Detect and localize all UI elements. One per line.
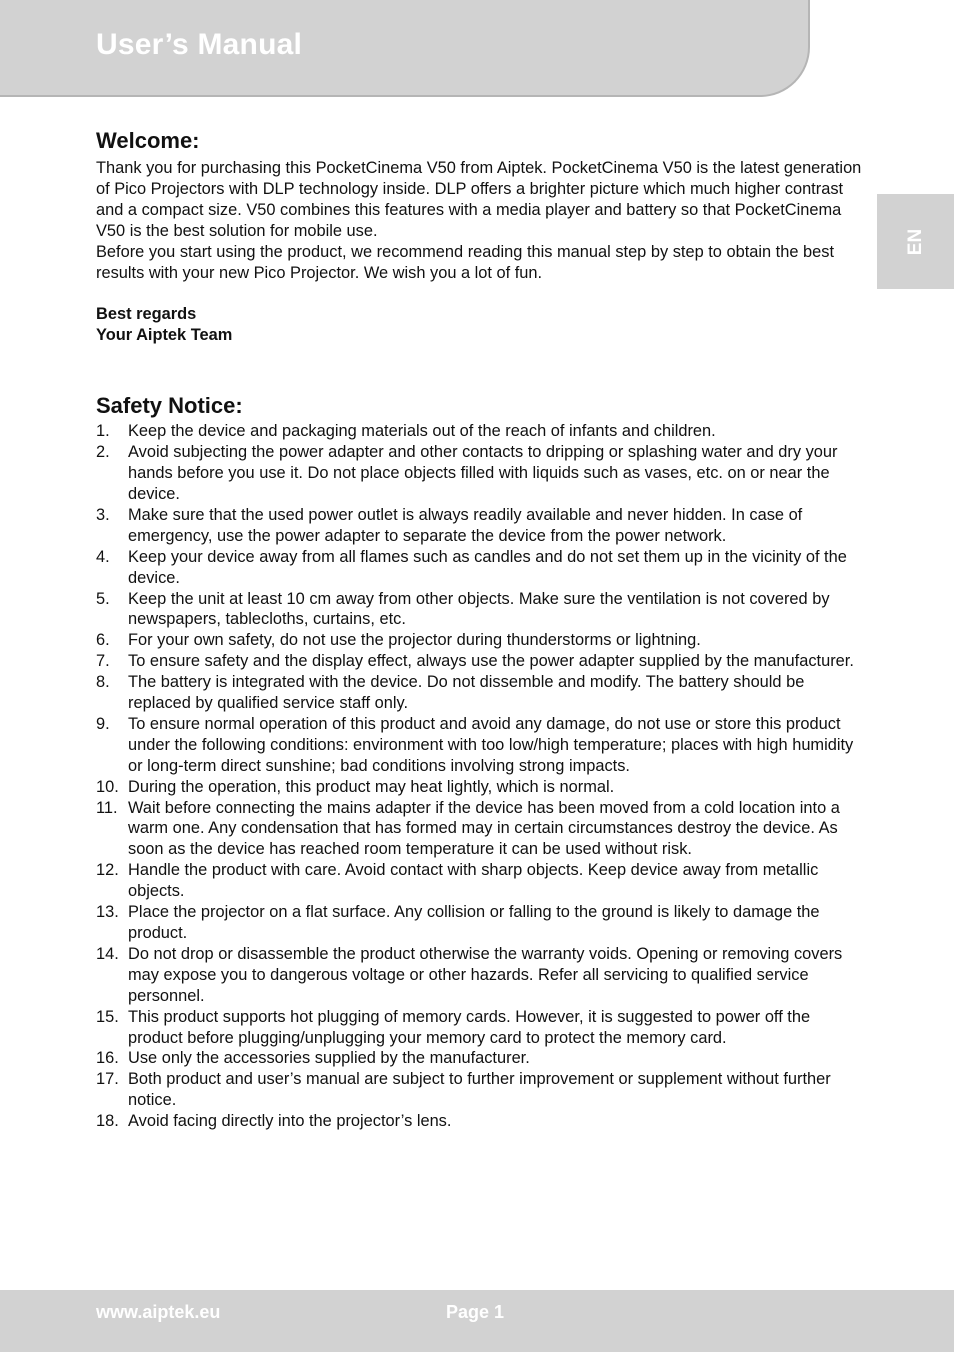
safety-list-item bbox=[96, 902, 866, 944]
safety-item-text: Keep your device away from all flames such as candles and do not set them up in the vicinity of the device. bbox=[128, 547, 847, 587]
page-footer bbox=[0, 1290, 954, 1352]
welcome-heading: Welcome: bbox=[96, 128, 200, 153]
safety-list-item bbox=[96, 860, 866, 902]
safety-item-number: 3. bbox=[96, 505, 110, 524]
safety-list-item bbox=[96, 547, 866, 589]
safety-item-number: 18. bbox=[96, 1112, 119, 1131]
safety-item-text: Avoid facing directly into the projector’s lens. bbox=[128, 1112, 452, 1131]
safety-item-text: For your own safety, do not use the projector during thunderstorms or lightning. bbox=[128, 631, 701, 650]
welcome-paragraph: Before you start using the product, we recommend reading this manual step by step to obtain the best results with your new Pico Projector. We wish you a lot of fun. bbox=[96, 242, 835, 282]
safety-list-item bbox=[96, 651, 866, 672]
safety-list-item bbox=[96, 630, 866, 651]
signature-line: Your Aiptek Team bbox=[96, 326, 233, 345]
safety-item-text: Make sure that the used power outlet is always readily available and never hidden. In case of emergency, use the power adapter to separate the device from the power network. bbox=[128, 505, 803, 545]
safety-item-text: To ensure normal operation of this product and avoid any damage, do not use or store this product under the following conditions: environment with too low/high temperature; places with high humidity or long-term direct sunshine; bad conditions involving strong impacts. bbox=[128, 714, 854, 775]
safety-item-text: During the operation, this product may heat lightly, which is normal. bbox=[128, 777, 615, 796]
safety-item-text: Keep the device and packaging materials out of the reach of infants and children. bbox=[128, 422, 716, 441]
welcome-paragraph: Thank you for purchasing this PocketCinema V50 from Aiptek. PocketCinema V50 is the latest generation of Pico Projectors with DLP technology inside. DLP offers a brighter picture which much higher contrast and a compact size. V50 combines this features with a media player and battery so that PocketCinema V50 is the best solution for mobile use. bbox=[96, 159, 862, 240]
safety-item-text: The battery is integrated with the device. Do not dissemble and modify. The battery should be replaced by qualified service staff only. bbox=[128, 673, 805, 713]
safety-item-number: 9. bbox=[96, 714, 110, 733]
safety-item-number: 4. bbox=[96, 547, 110, 566]
safety-item-number: 13. bbox=[96, 903, 119, 922]
safety-item-number: 7. bbox=[96, 652, 110, 671]
safety-item-text: Avoid subjecting the power adapter and other contacts to dripping or splashing water and dry your hands before you use it. Do not place objects filled with liquids such as vases, etc. on or near the device. bbox=[128, 443, 838, 503]
safety-item-number: 12. bbox=[96, 861, 119, 880]
safety-list-item bbox=[96, 1048, 866, 1069]
safety-list-item bbox=[96, 505, 866, 547]
safety-item-number: 10. bbox=[96, 777, 119, 796]
safety-item-text: Handle the product with care. Avoid contact with sharp objects. Keep device away from metallic objects. bbox=[128, 861, 819, 901]
safety-list-item bbox=[96, 589, 866, 631]
regards-line: Best regards bbox=[96, 305, 197, 324]
safety-item-number: 5. bbox=[96, 589, 110, 608]
safety-item-text: Place the projector on a flat surface. Any collision or falling to the ground is likely to damage the product. bbox=[128, 903, 820, 942]
safety-item-number: 16. bbox=[96, 1049, 119, 1068]
website-link[interactable]: www.aiptek.eu bbox=[96, 1302, 221, 1322]
safety-list-item bbox=[96, 944, 866, 1007]
language-label: EN bbox=[904, 228, 926, 255]
safety-item-number: 11. bbox=[96, 798, 118, 817]
safety-list bbox=[96, 421, 866, 1132]
safety-item-text: This product supports hot plugging of memory cards. However, it is suggested to power off the product before plugging/unplugging your memory card to protect the memory card. bbox=[128, 1007, 811, 1047]
safety-item-text: Wait before connecting the mains adapter if the device has been moved from a cold location into a warm one. Any condensation that has formed may in certain circumstances destroy the device. As soon as the device has reached room temperature it can be used without risk. bbox=[128, 798, 840, 859]
safety-list-item bbox=[96, 421, 866, 442]
safety-list-item bbox=[96, 798, 866, 861]
safety-list-item bbox=[96, 1007, 866, 1049]
manual-title: User’s Manual bbox=[96, 28, 303, 61]
safety-item-text: Do not drop or disassemble the product otherwise the warranty voids. Opening or removing covers may expose you to dangerous voltage or other hazards. Refer all servicing to qualified service personnel. bbox=[128, 944, 843, 1005]
safety-item-text: Use only the accessories supplied by the manufacturer. bbox=[128, 1049, 530, 1068]
safety-list-item bbox=[96, 714, 866, 777]
safety-item-text: Both product and user’s manual are subject to further improvement or supplement without further notice. bbox=[128, 1070, 831, 1110]
safety-item-number: 17. bbox=[96, 1070, 119, 1089]
safety-list-item bbox=[96, 672, 866, 714]
safety-item-text: Keep the unit at least 10 cm away from other objects. Make sure the ventilation is not covered by newspapers, tablecloths, curtains, etc. bbox=[128, 589, 830, 629]
safety-item-number: 8. bbox=[96, 673, 110, 692]
safety-list-item bbox=[96, 777, 866, 798]
safety-list-item bbox=[96, 1111, 866, 1132]
safety-item-number: 15. bbox=[96, 1007, 119, 1026]
safety-heading: Safety Notice: bbox=[96, 393, 243, 419]
regards-block bbox=[96, 304, 866, 346]
page-header bbox=[0, 0, 810, 97]
safety-item-number: 2. bbox=[96, 443, 110, 462]
safety-item-number: 14. bbox=[96, 944, 119, 963]
safety-list-item bbox=[96, 1069, 866, 1111]
safety-list-item bbox=[96, 442, 866, 505]
safety-item-number: 1. bbox=[96, 422, 110, 441]
safety-item-number: 6. bbox=[96, 631, 110, 650]
safety-item-text: To ensure safety and the display effect, always use the power adapter supplied by the manufacturer. bbox=[128, 652, 854, 671]
language-tab bbox=[877, 194, 954, 289]
page-content bbox=[96, 126, 866, 1132]
page-number: Page 1 bbox=[446, 1302, 505, 1322]
